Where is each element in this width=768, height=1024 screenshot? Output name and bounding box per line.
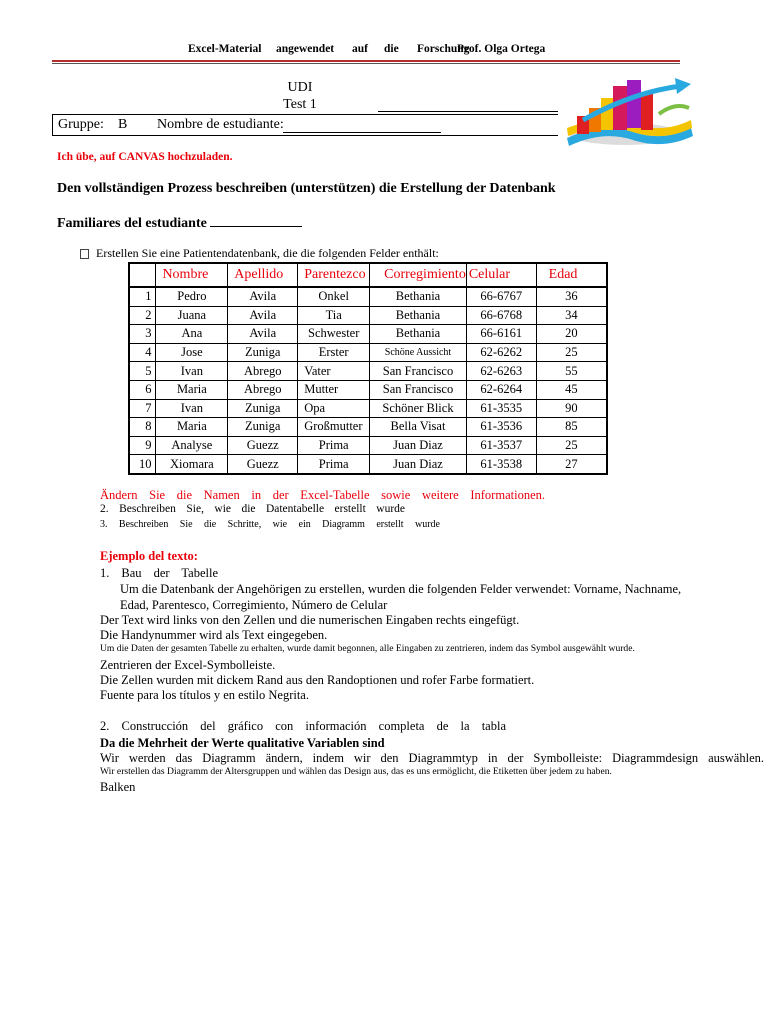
table-row: [129, 362, 607, 381]
task-item-3: 3. Beschreiben Sie die Schritte, wie ein Diagramm erstellt wurde: [100, 519, 440, 530]
table-header: Corregimiento: [370, 263, 467, 287]
group-label: Gruppe:: [58, 117, 104, 132]
example-line-c: Um die Daten der gesamten Tabelle zu erhalten, wurde damit begonnen, alle Eingaben zu zentrieren, indem das Symbol ausgewählt wurde.: [100, 643, 635, 654]
checkbox-icon: [80, 249, 89, 259]
table-cell: Juan Diaz: [370, 436, 467, 455]
table-cell: 66-6161: [466, 325, 536, 344]
header-forschung: Forschung: [417, 43, 470, 55]
table-cell: Bella Visat: [370, 418, 467, 437]
table-cell: Pedro: [156, 287, 228, 306]
table-cell: Bethania: [370, 287, 467, 306]
table-cell: Guezz: [228, 436, 298, 455]
table-row: [129, 343, 607, 362]
table-cell: Opa: [298, 399, 370, 418]
table-cell: 27: [536, 455, 607, 474]
table-cell: Ivan: [156, 362, 228, 381]
table-row: [129, 380, 607, 399]
example-step1-line1: Um die Datenbank der Angehörigen zu erstellen, wurden die folgenden Felder verwendet: Vorname, Nachname,: [120, 582, 682, 596]
chart-graphic-icon: [563, 72, 703, 150]
table-cell: Tia: [298, 306, 370, 325]
example-line-a: Der Text wird links von den Zellen und die numerischen Eingaben rechts eingefügt.: [100, 613, 520, 627]
table-cell: Juana: [156, 306, 228, 325]
table-cell: Bethania: [370, 306, 467, 325]
table-row: [129, 287, 607, 306]
table-cell: Abrego: [228, 362, 298, 381]
header-rule-dark: [52, 63, 680, 64]
table-cell: 25: [536, 436, 607, 455]
table-cell: Zuniga: [228, 343, 298, 362]
heading-main: Den vollständigen Prozess beschreiben (unterstützen) die Erstellung der Datenbank: [57, 181, 556, 196]
student-blank[interactable]: [283, 117, 441, 133]
table-cell: 61-3537: [466, 436, 536, 455]
example-step2-line3: Balken: [100, 780, 136, 794]
table-cell: Schöne Aussicht: [370, 343, 467, 362]
table-cell: 62-6262: [466, 343, 536, 362]
table-cell: 45: [536, 380, 607, 399]
task-intro: [80, 246, 439, 261]
row-number-cell: 10: [129, 455, 156, 474]
header-auf: auf: [352, 43, 368, 55]
example-step2-line1: Wir werden das Diagramm ändern, indem wir den Diagrammtyp in der Symbolleiste: Diagrammdesign auswählen.: [100, 751, 764, 765]
row-number-cell: 9: [129, 436, 156, 455]
example-step1: 1. Bau der Tabelle: [100, 566, 218, 580]
header-material: Excel-Material: [188, 43, 262, 55]
header-angewendet: angewendet: [276, 43, 335, 55]
table-cell: 62-6263: [466, 362, 536, 381]
row-number-cell: 6: [129, 380, 156, 399]
table-cell: Maria: [156, 418, 228, 437]
header-rule-red: [52, 60, 680, 62]
table-cell: Schöner Blick: [370, 399, 467, 418]
table-cell: 62-6264: [466, 380, 536, 399]
table-cell: San Francisco: [370, 380, 467, 399]
table-cell: 85: [536, 418, 607, 437]
example-heading: Ejemplo del texto:: [100, 549, 198, 563]
table-cell: Jose: [156, 343, 228, 362]
family-blank[interactable]: [210, 213, 302, 227]
task-intro-text: Erstellen Sie eine Patientendatenbank, die die folgenden Felder enthält:: [96, 246, 439, 260]
table-cell: Guezz: [228, 455, 298, 474]
table-cell: Zuniga: [228, 418, 298, 437]
row-number-cell: 2: [129, 306, 156, 325]
table-cell: Prima: [298, 436, 370, 455]
instruction-red: Ich übe, auf CANVAS hochzuladen.: [57, 151, 233, 163]
table-cell: 34: [536, 306, 607, 325]
table-cell: 20: [536, 325, 607, 344]
table-cell: Prima: [298, 455, 370, 474]
table-cell: Großmutter: [298, 418, 370, 437]
table-row: [129, 399, 607, 418]
row-number-cell: 1: [129, 287, 156, 306]
task-change-names: Ändern Sie die Namen in der Excel-Tabelle sowie weitere Informationen.: [100, 488, 545, 502]
example-step2: 2. Construcción del gráfico con información completa de la tabla: [100, 719, 506, 733]
table-cell: Erster: [298, 343, 370, 362]
task-item-2: 2. Beschreiben Sie, wie die Datentabelle erstellt wurde: [100, 503, 405, 515]
table-cell: San Francisco: [370, 362, 467, 381]
table-cell: Schwester: [298, 325, 370, 344]
table-cell: Abrego: [228, 380, 298, 399]
family-table: [128, 262, 608, 475]
table-cell: Avila: [228, 287, 298, 306]
row-number-cell: 5: [129, 362, 156, 381]
table-cell: Zuniga: [228, 399, 298, 418]
heading-family: [57, 213, 302, 232]
table-cell: Avila: [228, 325, 298, 344]
table-header: Nombre: [156, 263, 228, 287]
example-line-d: Zentrieren der Excel-Symbolleiste.: [100, 658, 276, 672]
table-cell: 61-3536: [466, 418, 536, 437]
table-cell: Onkel: [298, 287, 370, 306]
table-cell: Ivan: [156, 399, 228, 418]
table-cell: 90: [536, 399, 607, 418]
table-cell: 66-6768: [466, 306, 536, 325]
row-number-cell: 3: [129, 325, 156, 344]
student-label: Nombre de estudiante:: [157, 117, 284, 132]
table-header: Parentezco: [298, 263, 370, 287]
table-cell: Xiomara: [156, 455, 228, 474]
table-cell: Vater: [298, 362, 370, 381]
table-cell: Juan Diaz: [370, 455, 467, 474]
example-step1-line2: Edad, Parentesco, Corregimiento, Número de Celular: [120, 598, 388, 612]
example-line-b: Die Handynummer wird als Text eingegeben.: [100, 628, 328, 642]
table-header-row: [129, 263, 607, 287]
table-cell: Ana: [156, 325, 228, 344]
example-line-e: Die Zellen wurden mit dickem Rand aus den Randoptionen und rofer Farbe formatiert.: [100, 673, 535, 687]
table-cell: Mutter: [298, 380, 370, 399]
example-line-f: Fuente para los títulos y en estilo Negrita.: [100, 688, 309, 702]
table-header: Apellido: [228, 263, 298, 287]
table-row: [129, 436, 607, 455]
table-cell: 61-3535: [466, 399, 536, 418]
table-cell: Bethania: [370, 325, 467, 344]
table-cell: Analyse: [156, 436, 228, 455]
header-die: die: [384, 43, 399, 55]
table-row: [129, 455, 607, 474]
group-top-line: [378, 111, 558, 112]
table-cell: Avila: [228, 306, 298, 325]
table-header: [129, 263, 156, 287]
table-row: [129, 325, 607, 344]
example-step2-line2: Wir erstellen das Diagramm der Altersgruppen und wählen das Design aus, das es uns ermöglicht, die Etiketten über jedem zu haben.: [100, 766, 612, 777]
table-cell: 25: [536, 343, 607, 362]
table-cell: 36: [536, 287, 607, 306]
title-test: Test 1: [283, 97, 317, 112]
table-cell: Maria: [156, 380, 228, 399]
table-header: Celular: [466, 263, 536, 287]
row-number-cell: 7: [129, 399, 156, 418]
table-header: Edad: [536, 263, 607, 287]
table-cell: 61-3538: [466, 455, 536, 474]
row-number-cell: 8: [129, 418, 156, 437]
table-cell: 66-6767: [466, 287, 536, 306]
table-row: [129, 418, 607, 437]
group-row: [52, 114, 558, 136]
table-cell: 55: [536, 362, 607, 381]
header-prof: Prof. Olga Ortega: [457, 43, 546, 55]
row-number-cell: 4: [129, 343, 156, 362]
example-step2-bold: Da die Mehrheit der Werte qualitative Variablen sind: [100, 736, 385, 750]
table-row: [129, 306, 607, 325]
group-value: B: [118, 117, 128, 132]
title-udi: UDI: [287, 80, 313, 95]
heading-family-label: Familiares del estudiante: [57, 216, 207, 231]
